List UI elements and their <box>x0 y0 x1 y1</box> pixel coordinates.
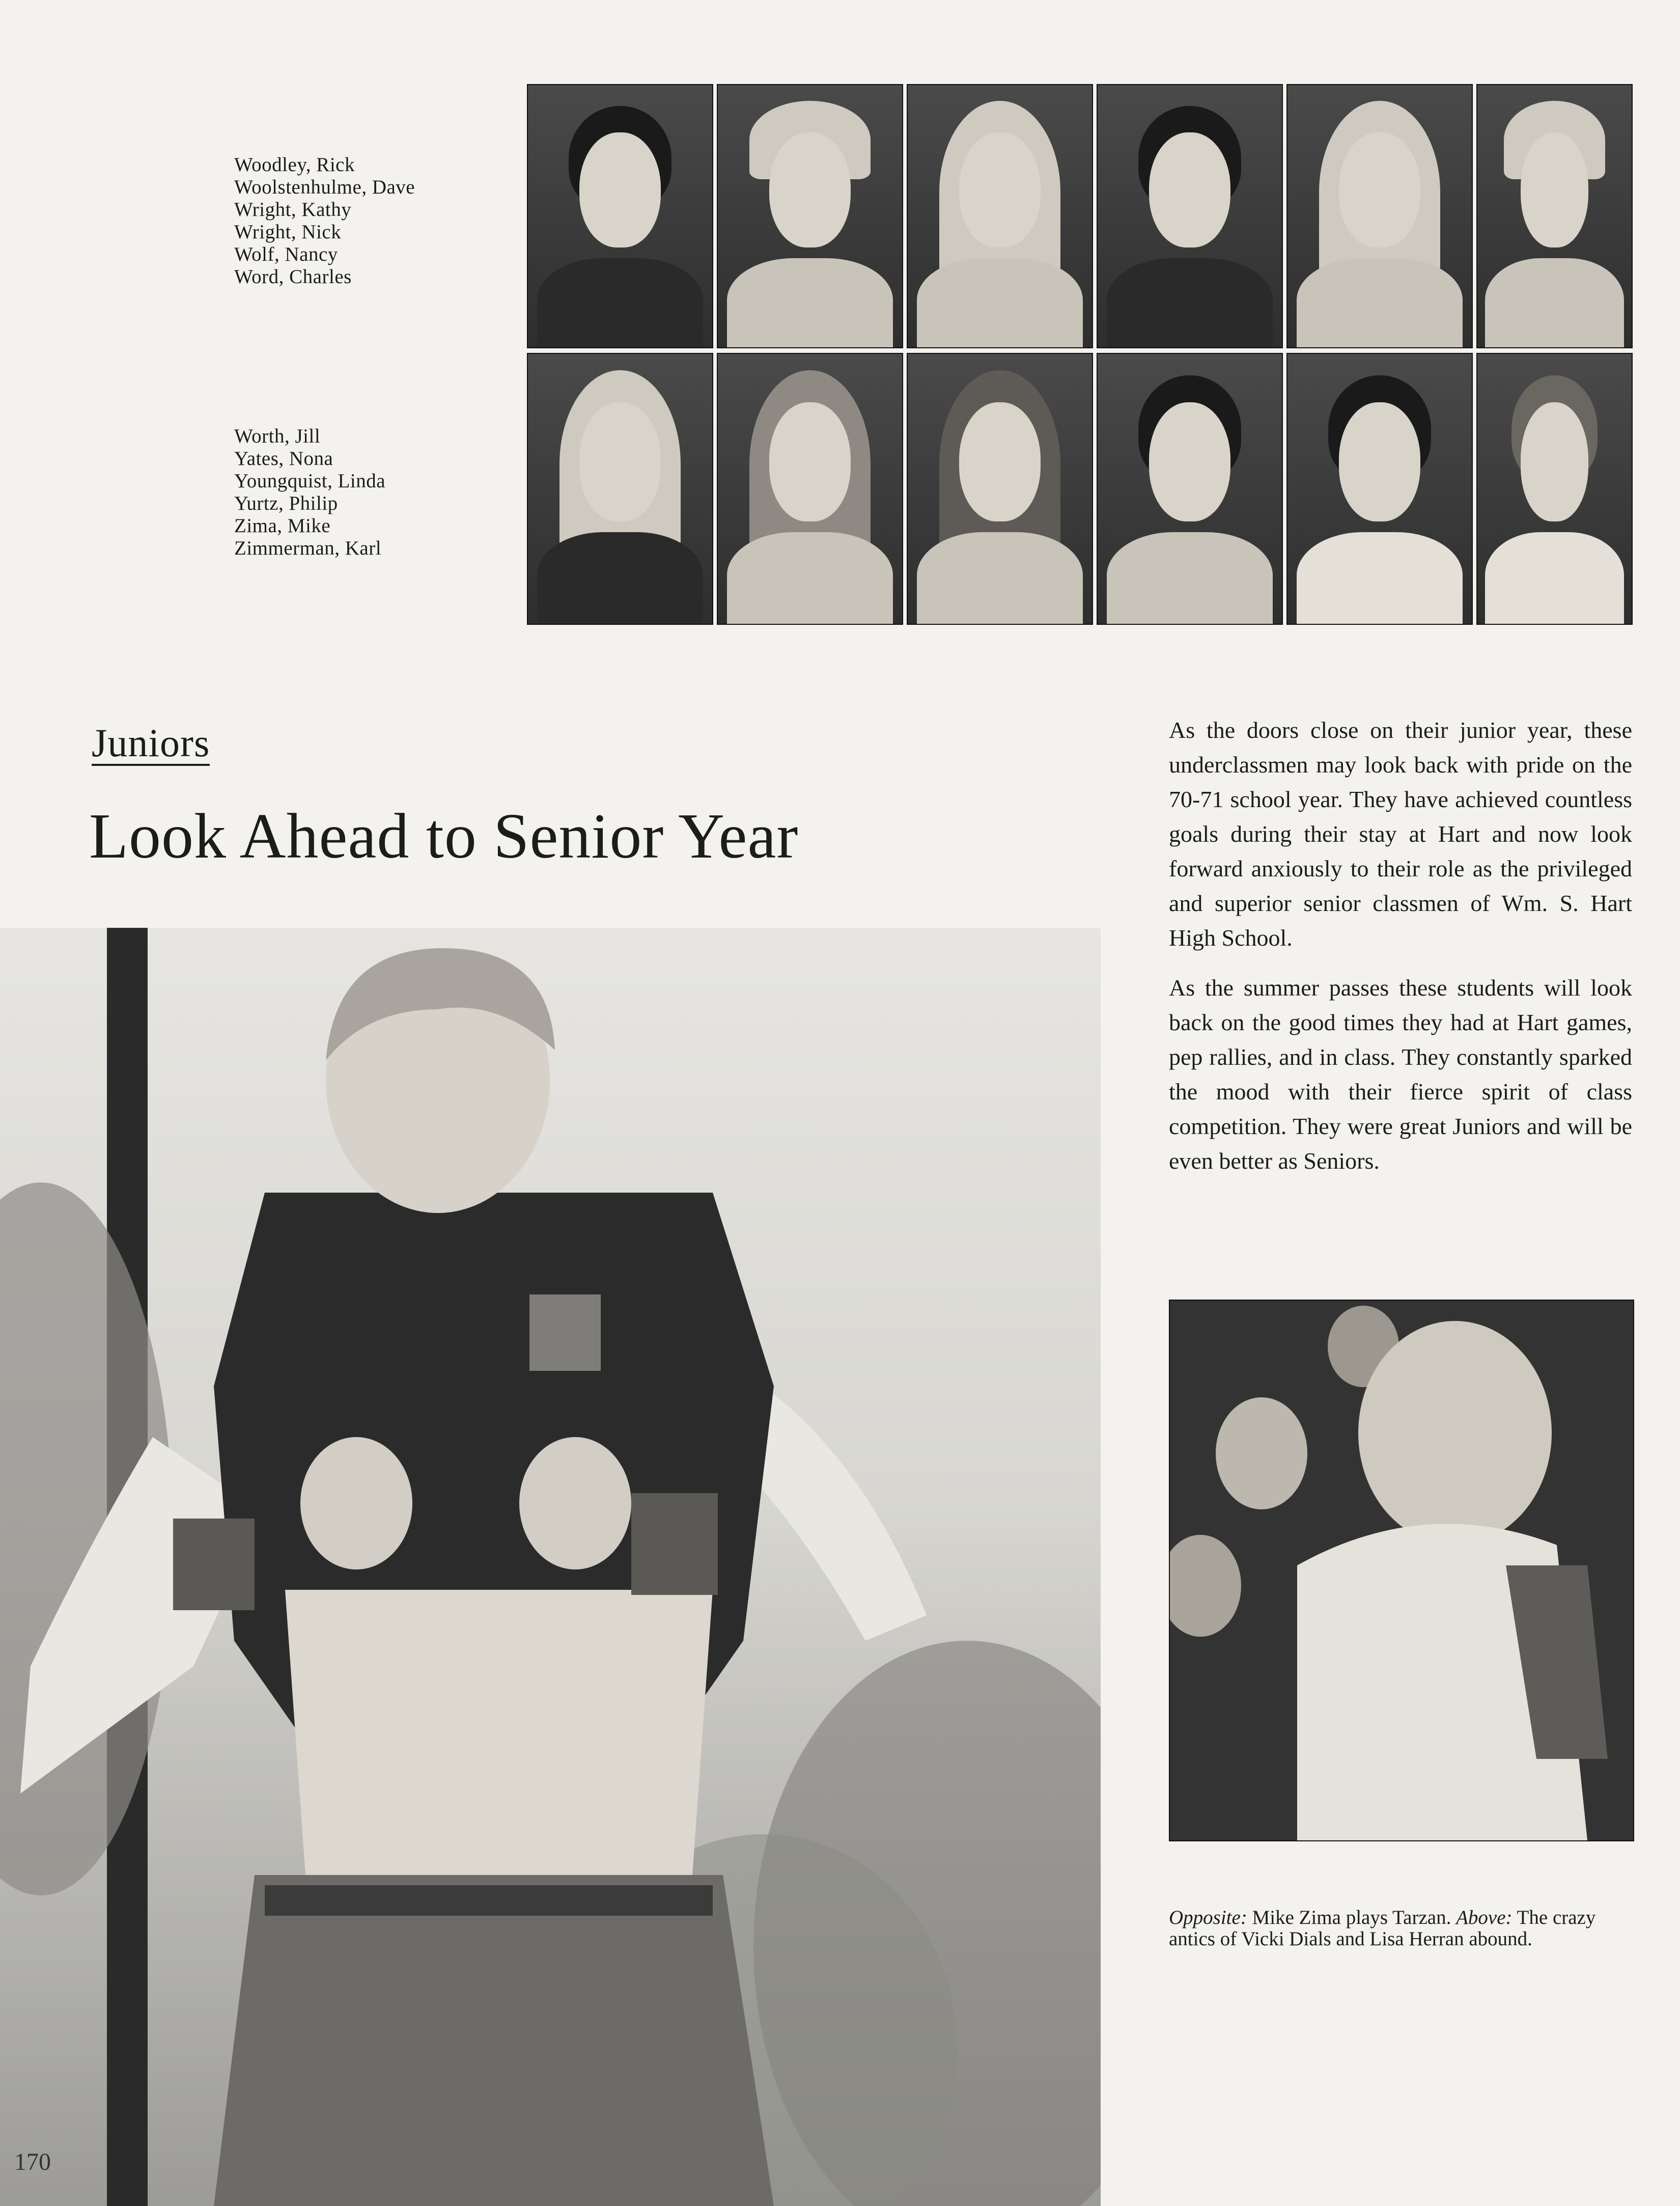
portrait-photo <box>717 84 903 348</box>
student-name: Youngquist, Linda <box>234 470 386 492</box>
caption-text: The crazy antics of Vicki Dials and Lisa Herran abound. <box>1169 1907 1596 1950</box>
portrait-photo <box>907 84 1093 348</box>
student-name: Zima, Mike <box>234 515 331 537</box>
student-name: Yates, Nona <box>234 448 333 470</box>
page-number: 170 <box>14 2148 51 2175</box>
portrait-photo <box>1476 353 1633 625</box>
name-list-row-2 <box>234 425 385 560</box>
portrait-photo <box>717 353 903 625</box>
student-name: Worth, Jill <box>234 425 321 447</box>
article-body <box>1169 713 1632 1194</box>
student-name: Wright, Nick <box>234 221 342 243</box>
caption-text: Mike Zima plays Tarzan. <box>1247 1907 1457 1928</box>
student-name: Wright, Kathy <box>234 199 352 220</box>
section-label: Juniors <box>92 721 210 765</box>
body-paragraph: As the doors close on their junior year, these underclassmen may look back with pride on the 70-71 school year. They have achieved countless goals during their stay at Hart and now look forward anxiously to their role as the privileged and superior senior classmen of Wm. S. Hart High School. <box>1169 717 1632 951</box>
name-list-row-1 <box>234 154 415 288</box>
portrait-photo <box>1286 353 1473 625</box>
student-name: Yurtz, Philip <box>234 492 338 514</box>
caption-label: Above: <box>1456 1907 1513 1928</box>
portrait-photo <box>1097 84 1283 348</box>
student-name: Wolf, Nancy <box>234 243 338 265</box>
caption-label: Opposite: <box>1169 1907 1247 1928</box>
portrait-photo <box>907 353 1093 625</box>
body-paragraph: As the summer passes these students will look back on the good times they had at Hart games, pep rallies, and in class. They constantly sparked the mood with their fierce spirit of class competition. They were great Juniors and will be even better as Seniors. <box>1169 975 1632 1174</box>
feature-photo <box>0 928 1101 2206</box>
portrait-photo <box>1286 84 1473 348</box>
portrait-photo <box>527 84 713 348</box>
candid-photo <box>1169 1300 1634 1841</box>
student-name: Word, Charles <box>234 266 352 288</box>
portrait-photo <box>1476 84 1633 348</box>
feature-photo-graphic <box>0 928 1101 2206</box>
student-name: Woodley, Rick <box>234 154 355 176</box>
portrait-photo <box>527 353 713 625</box>
student-name: Zimmerman, Karl <box>234 537 382 559</box>
student-name: Woolstenhulme, Dave <box>234 176 415 198</box>
page-title: Look Ahead to Senior Year <box>89 801 799 872</box>
portrait-photo <box>1097 353 1283 625</box>
photo-caption <box>1169 1907 1637 1950</box>
candid-photo-graphic <box>1170 1301 1633 1840</box>
